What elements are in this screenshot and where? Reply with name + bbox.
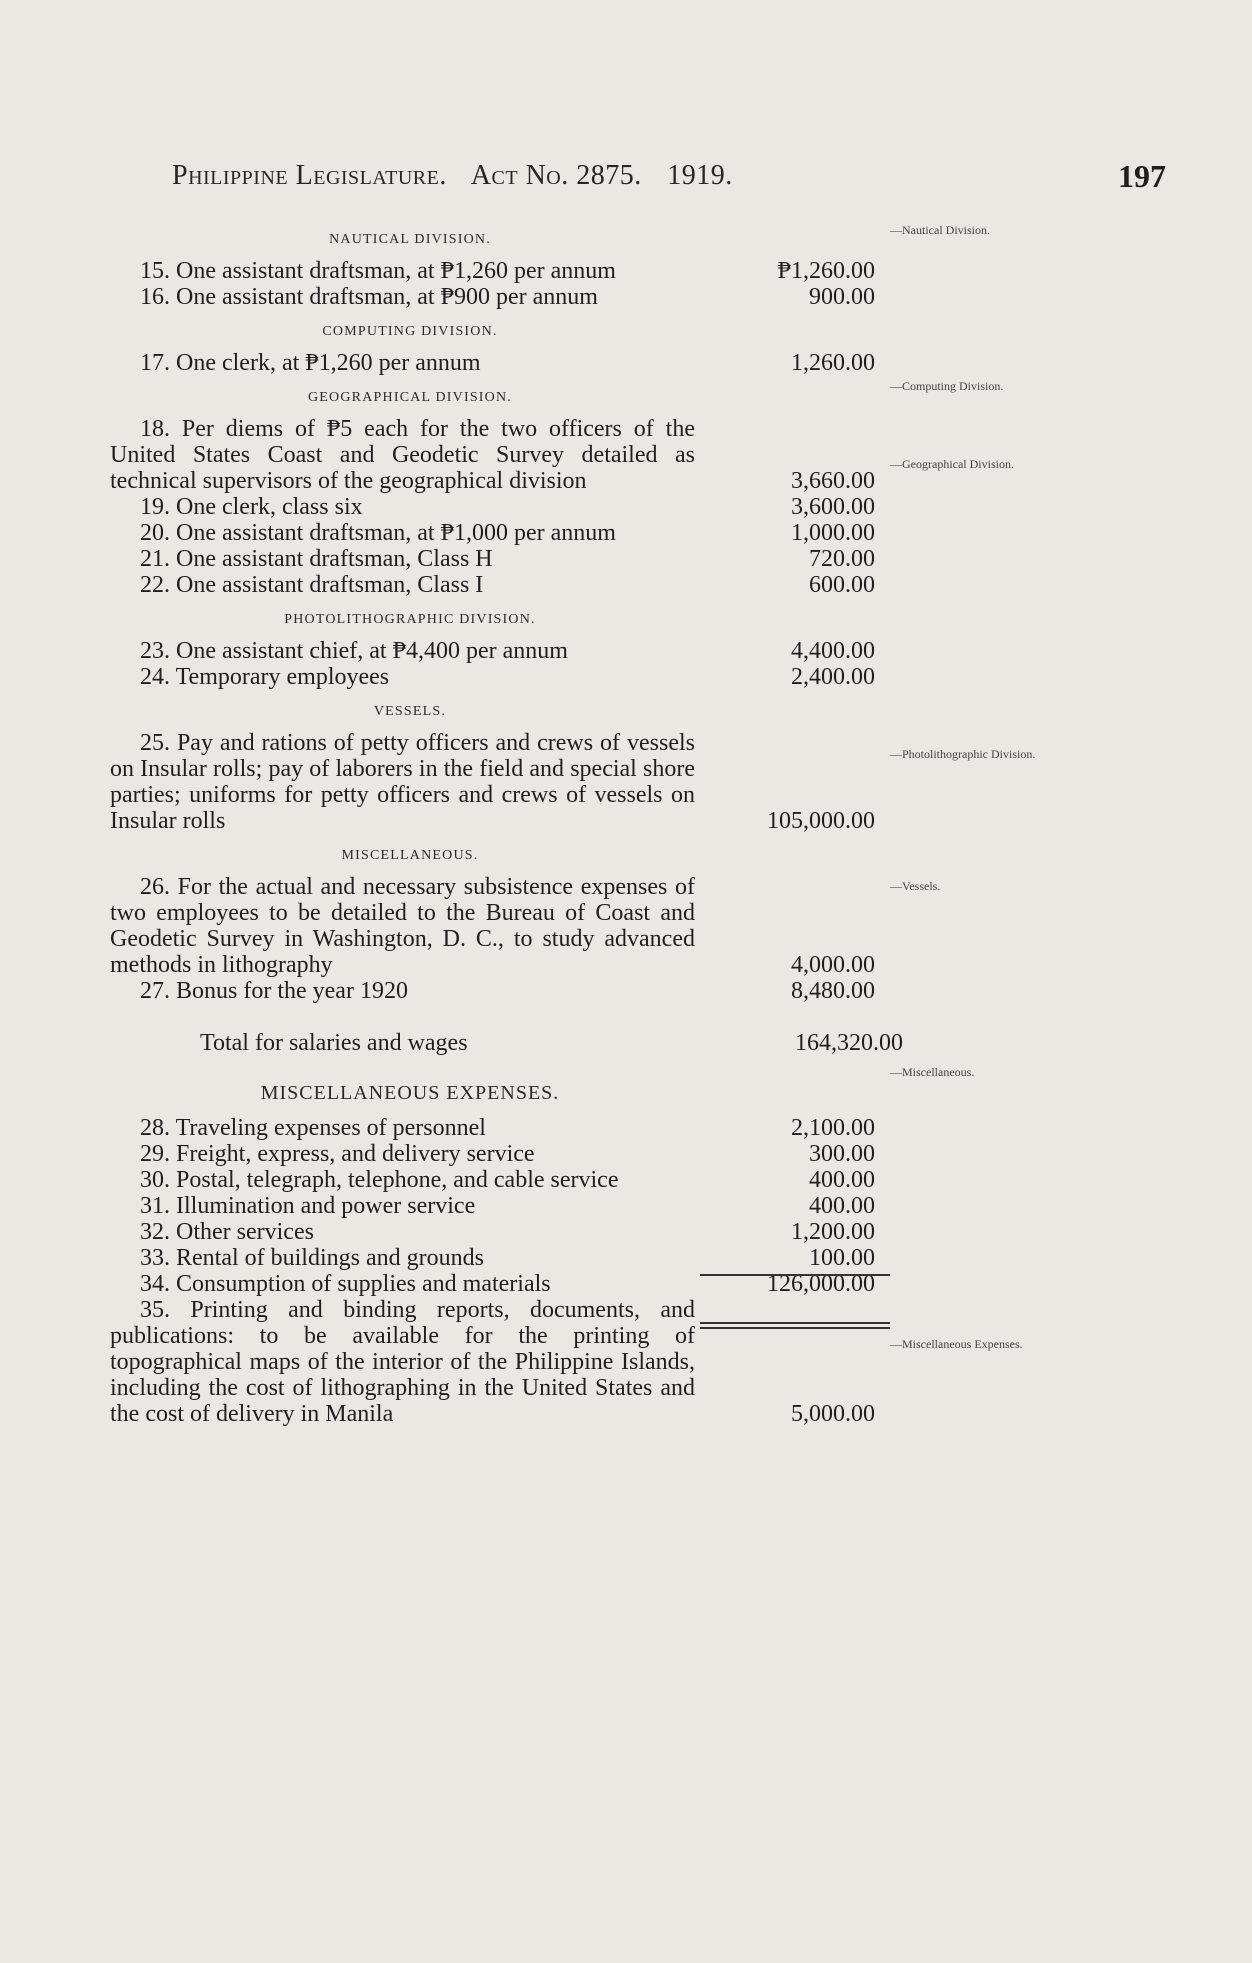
line-item-18 — [110, 416, 875, 494]
item-amount: 400.00 — [809, 1167, 875, 1193]
item-text: 18. Per diems of ₱5 each for the two officers of the United States Coast and Geodetic Survey detailed as technical supervisors of the geographical division — [110, 416, 695, 494]
item-text: 34. Consumption of supplies and materials — [140, 1271, 551, 1297]
item-amount: 8,480.00 — [791, 978, 875, 1004]
item-text: 29. Freight, express, and delivery service — [140, 1141, 535, 1167]
section-heading-nautical: NAUTICAL DIVISION. — [329, 232, 491, 247]
section-heading-geographical: GEOGRAPHICAL DIVISION. — [308, 390, 512, 405]
line-item-17 — [110, 350, 875, 376]
section-heading-misc-expenses: MISCELLANEOUS EXPENSES. — [260, 1082, 560, 1104]
item-text: 17. One clerk, at ₱1,260 per annum — [140, 350, 481, 376]
act-number: Act No. 2875. — [470, 160, 642, 191]
margin-note-misc-expenses: —Miscellaneous Expenses. — [890, 1337, 1023, 1351]
item-amount: 1,200.00 — [791, 1219, 875, 1245]
item-amount: 5,000.00 — [791, 1401, 875, 1427]
item-text: 23. One assistant chief, at ₱4,400 per annum — [140, 638, 568, 664]
item-amount: 3,600.00 — [791, 494, 875, 520]
page-number: 197 — [1118, 158, 1166, 194]
item-amount: 2,100.00 — [791, 1115, 875, 1141]
item-text: 16. One assistant draftsman, at ₱900 per annum — [140, 284, 598, 310]
item-text: 26. For the actual and necessary subsistence expenses of two employees to be detailed to the Bureau of Coast and Geodetic Survey in Washington, D. C., to study advanced methods in lithography — [110, 874, 695, 978]
section-heading-computing: COMPUTING DIVISION. — [322, 324, 498, 339]
item-text: 19. One clerk, class six — [140, 494, 363, 520]
running-head — [172, 160, 751, 192]
item-amount: 400.00 — [809, 1193, 875, 1219]
item-text: 35. Printing and binding reports, documents, and publications: to be available for the printing of topographical maps of the interior of the Philippine Islands, including the cost of lithographing in the United States and the cost of delivery in Manila — [110, 1297, 695, 1427]
line-item-27 — [110, 978, 875, 1004]
item-amount: 600.00 — [809, 572, 875, 598]
total-rule — [700, 1274, 890, 1276]
act-year: 1919. — [667, 160, 733, 191]
line-item-23 — [110, 638, 875, 664]
line-item-22 — [110, 572, 875, 598]
item-amount: 126,000.00 — [767, 1271, 875, 1297]
line-item-31 — [110, 1193, 875, 1219]
item-amount: 105,000.00 — [767, 808, 875, 834]
item-text: 27. Bonus for the year 1920 — [140, 978, 408, 1004]
line-item-28 — [110, 1115, 875, 1141]
item-amount: 720.00 — [809, 546, 875, 572]
margin-note-misc: —Miscellaneous. — [890, 1065, 975, 1079]
line-item-34 — [110, 1271, 875, 1297]
item-text: 33. Rental of buildings and grounds — [140, 1245, 484, 1271]
item-text: 24. Temporary employees — [140, 664, 390, 690]
margin-note-geographical: —Geographical Division. — [890, 457, 1014, 471]
item-text: 32. Other services — [140, 1219, 314, 1245]
item-amount: 900.00 — [809, 284, 875, 310]
line-item-26 — [110, 874, 875, 978]
line-item-33 — [110, 1245, 875, 1271]
margin-note-computing: —Computing Division. — [890, 379, 1004, 393]
total-amount: 164,320.00 — [795, 1030, 903, 1056]
line-item-16 — [110, 284, 875, 310]
item-text: 28. Traveling expenses of personnel — [140, 1115, 486, 1141]
line-item-29 — [110, 1141, 875, 1167]
item-text: 21. One assistant draftsman, Class H — [140, 546, 493, 572]
line-item-20 — [110, 520, 875, 546]
item-text: 30. Postal, telegraph, telephone, and cable service — [140, 1167, 619, 1193]
section-heading-misc: MISCELLANEOUS. — [341, 848, 479, 863]
item-amount: 300.00 — [809, 1141, 875, 1167]
margin-note-photolitho: —Photolithographic Division. — [890, 747, 1036, 761]
section-heading-vessels: VESSELS. — [373, 704, 447, 719]
item-amount: 1,000.00 — [791, 520, 875, 546]
line-item-21 — [110, 546, 875, 572]
line-item-24 — [110, 664, 875, 690]
line-item-19 — [110, 494, 875, 520]
item-text: 25. Pay and rations of petty officers and crews of vessels on Insular rolls; pay of laborers in the field and special shore parties; uniforms for petty officers and crews of vessels on Insular rolls — [110, 730, 695, 834]
item-amount: 4,000.00 — [791, 952, 875, 978]
item-amount: 2,400.00 — [791, 664, 875, 690]
margin-note-nautical: —Nautical Division. — [890, 223, 990, 237]
item-text: 20. One assistant draftsman, at ₱1,000 per annum — [140, 520, 616, 546]
item-text: 15. One assistant draftsman, at ₱1,260 per annum — [140, 258, 616, 284]
line-item-25 — [110, 730, 875, 834]
line-item-32 — [110, 1219, 875, 1245]
line-item-30 — [110, 1167, 875, 1193]
item-text: 22. One assistant draftsman, Class I — [140, 572, 484, 598]
item-amount: ₱1,260.00 — [777, 258, 875, 284]
line-item-15 — [110, 258, 875, 284]
item-text: 31. Illumination and power service — [140, 1193, 476, 1219]
item-amount: 1,260.00 — [791, 350, 875, 376]
appropriation-column — [110, 218, 903, 1427]
total-label: Total for salaries and wages — [200, 1030, 468, 1056]
section-heading-photolitho: PHOTOLITHOGRAPHIC DIVISION. — [284, 612, 536, 627]
total-salaries — [110, 1030, 903, 1056]
item-amount: 100.00 — [809, 1245, 875, 1271]
legislature-title: Philippine Legislature. — [172, 160, 447, 191]
line-item-35 — [110, 1297, 875, 1427]
item-amount: 3,660.00 — [791, 468, 875, 494]
margin-note-vessels: —Vessels. — [890, 879, 941, 893]
item-amount: 4,400.00 — [791, 638, 875, 664]
total-double-rule — [700, 1322, 890, 1329]
